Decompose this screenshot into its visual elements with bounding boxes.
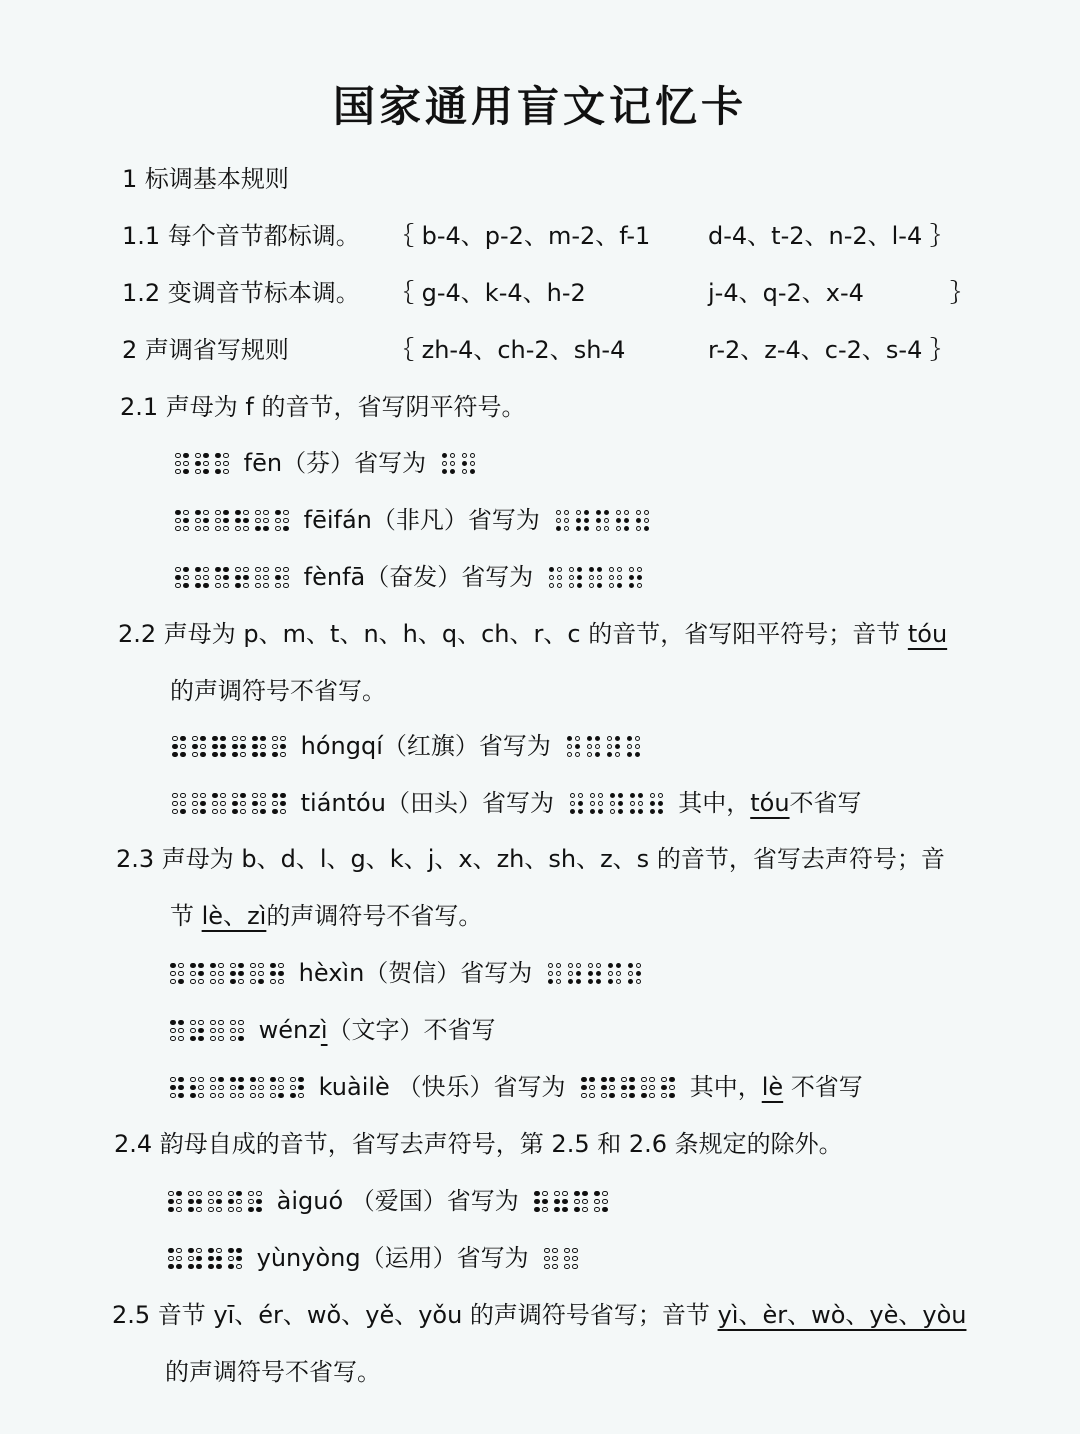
- table-row-1-left: ｛ b-4、p-2、m-2、f-1: [390, 222, 651, 250]
- braille-cells: [168, 1191, 263, 1214]
- braille-cell: [210, 1020, 225, 1043]
- braille-cell: [175, 510, 190, 533]
- example-text: tiántóu（田头）省写为: [300, 789, 554, 817]
- braille-cell: [576, 510, 591, 533]
- rule-text: 的声调符号不省写。: [266, 902, 483, 930]
- braille-cell: [556, 510, 571, 533]
- example-feifan: [175, 504, 657, 536]
- braille-cells: [170, 1077, 305, 1100]
- braille-cell: [621, 1077, 636, 1100]
- braille-cell: [195, 510, 210, 533]
- table-row-1-right: d-4、t-2、n-2、l-4 ｝: [708, 222, 954, 250]
- braille-cell: [232, 736, 247, 759]
- example-text: kuàilè （快乐）省写为: [318, 1073, 566, 1101]
- example-text: hèxìn（贺信）省写为: [298, 959, 533, 987]
- braille-cell: [588, 963, 603, 986]
- braille-cell: [587, 736, 602, 759]
- underlined-syllable: tóu: [750, 789, 790, 817]
- rule-text: 节: [170, 902, 194, 930]
- braille-cell: [252, 793, 267, 816]
- braille-cell: [170, 1077, 185, 1100]
- braille-cell: [208, 1248, 223, 1271]
- underlined-syllable: tóu: [907, 620, 948, 648]
- braille-cell: [230, 1077, 245, 1100]
- braille-cell: [589, 567, 604, 590]
- braille-cells: [556, 510, 651, 533]
- braille-cell: [594, 1191, 609, 1214]
- example-hexin: [170, 957, 649, 989]
- braille-cell: [195, 453, 210, 476]
- braille-cells: [170, 963, 285, 986]
- note-text: 其中，: [689, 1073, 762, 1101]
- section-1-heading: 1 标调基本规则: [122, 165, 289, 193]
- rule-1-1: 1.1 每个音节都标调。: [122, 222, 360, 250]
- section-2-heading: 2 声调省写规则: [122, 336, 289, 364]
- braille-cell: [564, 1248, 579, 1271]
- braille-cells: [175, 510, 290, 533]
- example-text: wénz: [258, 1016, 321, 1044]
- braille-cell: [569, 567, 584, 590]
- braille-cell: [230, 1020, 245, 1043]
- braille-cell: [627, 736, 642, 759]
- rule-2-4: 2.4 韵母自成的音节，省写去声符号，第 2.5 和 2.6 条规定的除外。: [114, 1130, 843, 1158]
- braille-cell: [168, 1191, 183, 1214]
- braille-cell: [581, 1077, 596, 1100]
- underlined-syllable: lè、zì: [201, 902, 267, 930]
- braille-cell: [215, 567, 230, 590]
- braille-cell: [168, 1248, 183, 1271]
- braille-cell: [215, 510, 230, 533]
- braille-cell: [554, 1191, 569, 1214]
- braille-cell: [188, 1191, 203, 1214]
- example-text: fēn（芬）省写为: [243, 449, 427, 477]
- braille-cell: [212, 793, 227, 816]
- braille-cell: [172, 736, 187, 759]
- example-tiantou: [172, 787, 862, 819]
- braille-cell: [170, 963, 185, 986]
- page-title: 国家通用盲文记忆卡: [332, 82, 747, 131]
- rule-2-3-cont: [170, 900, 482, 932]
- braille-cell: [290, 1077, 305, 1100]
- braille-cell: [590, 793, 605, 816]
- example-fenfa: [175, 561, 650, 593]
- table-row-2-left: ｛ g-4、k-4、h-2: [390, 279, 586, 307]
- example-wenzi: [170, 1014, 496, 1046]
- braille-cell: [228, 1248, 243, 1271]
- note-text: 其中，: [678, 789, 751, 817]
- example-text: hóngqí（红旗）省写为: [300, 732, 551, 760]
- braille-cell: [210, 1077, 225, 1100]
- braille-cell: [255, 510, 270, 533]
- braille-cell: [232, 793, 247, 816]
- example-yunyong: [168, 1242, 585, 1274]
- braille-cells: [175, 567, 290, 590]
- underlined-syllables: yì、èr、wò、yè、yòu: [717, 1301, 967, 1329]
- braille-cell: [190, 963, 205, 986]
- braille-cell: [270, 1077, 285, 1100]
- braille-cell: [272, 793, 287, 816]
- braille-cell: [574, 1191, 589, 1214]
- braille-cell: [567, 736, 582, 759]
- rule-2-2-cont: 的声调符号不省写。: [170, 677, 386, 705]
- braille-cell: [641, 1077, 656, 1100]
- braille-cell: [250, 1077, 265, 1100]
- rule-text: 2.5 音节 yī、ér、wǒ、yě、yǒu 的声调符号省写；音节: [112, 1301, 710, 1329]
- braille-cell: [630, 793, 645, 816]
- braille-cells: [168, 1248, 243, 1271]
- braille-cell: [610, 793, 625, 816]
- braille-cell: [190, 1020, 205, 1043]
- braille-cell: [601, 1077, 616, 1100]
- braille-cell: [661, 1077, 676, 1100]
- braille-cell: [650, 793, 665, 816]
- braille-cell: [172, 793, 187, 816]
- table-row-3-right: r-2、z-4、c-2、s-4 ｝: [708, 336, 954, 364]
- braille-cell: [192, 793, 207, 816]
- braille-cells: [581, 1077, 676, 1100]
- braille-cell: [607, 736, 622, 759]
- braille-cell: [212, 736, 227, 759]
- braille-cell: [275, 567, 290, 590]
- example-text: fēifán（非凡）省写为: [303, 506, 540, 534]
- braille-cell: [628, 963, 643, 986]
- braille-cell: [228, 1191, 243, 1214]
- braille-cell: [442, 453, 457, 476]
- rule-2-2: [118, 618, 947, 650]
- braille-cell: [608, 963, 623, 986]
- braille-cell: [272, 736, 287, 759]
- braille-cell: [190, 1077, 205, 1100]
- braille-cell: [534, 1191, 549, 1214]
- rule-2-5-cont: 的声调符号不省写。: [165, 1358, 381, 1386]
- braille-cell: [570, 793, 585, 816]
- table-row-2-brace: ｝: [950, 279, 974, 307]
- braille-cells: [442, 453, 477, 476]
- rule-text: 2.2 声母为 p、m、t、n、h、q、ch、r、c 的音节，省写阳平符号；音节: [118, 620, 901, 648]
- braille-cell: [252, 736, 267, 759]
- example-fen: [175, 447, 483, 479]
- note-text: 不省写: [789, 789, 862, 817]
- table-row-2-right: j-4、q-2、x-4: [708, 279, 864, 307]
- braille-cells: [534, 1191, 609, 1214]
- example-text: fènfā（奋发）省写为: [303, 563, 534, 591]
- braille-cell: [568, 963, 583, 986]
- rule-1-2: 1.2 变调音节标本调。: [122, 279, 360, 307]
- example-text: àiguó （爱国）省写为: [276, 1187, 519, 1215]
- braille-cell: [629, 567, 644, 590]
- braille-cells: [548, 963, 643, 986]
- braille-cell: [255, 567, 270, 590]
- braille-cells: [172, 736, 287, 759]
- braille-cell: [250, 963, 265, 986]
- braille-cell: [544, 1248, 559, 1271]
- rule-2-5: [112, 1299, 966, 1331]
- braille-cell: [215, 453, 230, 476]
- table-row-3-left: ｛ zh-4、ch-2、sh-4: [390, 336, 626, 364]
- braille-cell: [170, 1020, 185, 1043]
- braille-cell: [549, 567, 564, 590]
- braille-cell: [188, 1248, 203, 1271]
- braille-cell: [596, 510, 611, 533]
- example-hongqi: [172, 730, 648, 762]
- braille-cell: [270, 963, 285, 986]
- braille-cells: [567, 736, 642, 759]
- braille-cell: [192, 736, 207, 759]
- braille-cells: [175, 453, 230, 476]
- braille-cell: [636, 510, 651, 533]
- braille-cell: [548, 963, 563, 986]
- braille-cells: [570, 793, 665, 816]
- example-text: yùnyòng（运用）省写为: [256, 1244, 529, 1272]
- braille-cell: [616, 510, 631, 533]
- braille-cell: [230, 963, 245, 986]
- braille-cell: [210, 963, 225, 986]
- rule-2-1: 2.1 声母为 f 的音节，省写阴平符号。: [120, 393, 526, 421]
- braille-cell: [208, 1191, 223, 1214]
- example-kuaile: [170, 1071, 863, 1103]
- braille-cell: [195, 567, 210, 590]
- braille-cell: [175, 453, 190, 476]
- braille-cells: [170, 1020, 245, 1043]
- rule-2-3: 2.3 声母为 b、d、l、g、k、j、x、zh、sh、z、s 的音节，省写去声符号；音: [116, 845, 945, 873]
- example-text: （文字）不省写: [327, 1016, 496, 1044]
- braille-cell: [275, 510, 290, 533]
- braille-cell: [609, 567, 624, 590]
- braille-cells: [544, 1248, 579, 1271]
- braille-cells: [549, 567, 644, 590]
- braille-cell: [235, 510, 250, 533]
- braille-cell: [175, 567, 190, 590]
- braille-cell: [462, 453, 477, 476]
- underlined-syllable: ì: [320, 1016, 328, 1044]
- braille-cell: [235, 567, 250, 590]
- braille-cells: [172, 793, 287, 816]
- underlined-syllable: lè: [761, 1073, 784, 1101]
- example-aiguo: [168, 1185, 615, 1217]
- braille-cell: [248, 1191, 263, 1214]
- note-text: 不省写: [790, 1073, 863, 1101]
